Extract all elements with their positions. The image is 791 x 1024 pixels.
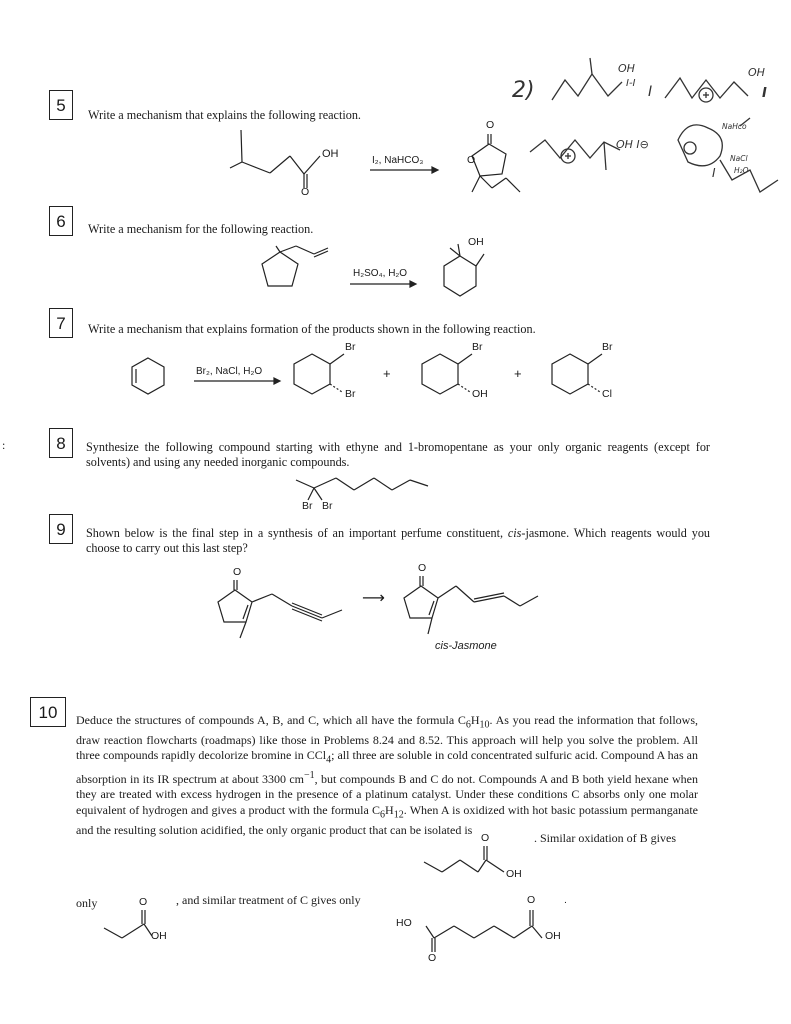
- q8-prompt: Synthesize the following compound starting with ethyne and 1-bromopentane as your only organic reagents (except for solvents) and using any needed inorganic compounds.: [86, 440, 710, 470]
- q9-prompt-em: cis: [507, 526, 522, 540]
- question-number-9: 9: [49, 514, 73, 544]
- hand-oh-2: OH: [748, 66, 765, 79]
- q7-p1-bottom: Br: [345, 388, 356, 400]
- q5-product-o: O: [486, 119, 495, 131]
- q10-text-6: H: [385, 802, 394, 817]
- q10-acid3-o-bottom: O: [428, 952, 437, 964]
- hand-oh-1: OH: [618, 62, 635, 75]
- q10-sub-5: 12: [393, 809, 404, 821]
- q10-acid2-oh: OH: [151, 930, 167, 942]
- q10-acid1-structure: [424, 846, 544, 886]
- q9-prompt-a: Shown below is the final step in a synthesis of an important perfume constituent,: [86, 526, 508, 540]
- q10-sub-3: 4: [326, 754, 332, 766]
- q10-acid3-ho: HO: [396, 917, 412, 929]
- q6-product-structure: [428, 244, 498, 314]
- q10-text-3: . As you read the information that follows, draw reaction flowcharts (roadmaps) like those in Problems 8.24 and 8.52. This approach will help you solve the problem. All three compounds rapidly decolorize bromine in CCl: [76, 713, 698, 763]
- hand-h2o: H₂O: [734, 166, 749, 175]
- q5-product-structure: [450, 132, 530, 212]
- hand-i-2: I: [762, 86, 767, 101]
- q8-target-structure: [296, 474, 456, 514]
- q10-acid3-o-top: O: [527, 894, 536, 906]
- q6-reaction-arrow: [350, 280, 420, 290]
- q9-o-2: O: [418, 562, 427, 574]
- q10-acid3-period: .: [564, 894, 567, 906]
- q5-product-ring-o: O: [467, 154, 476, 166]
- q7-plus-1: +: [383, 366, 391, 381]
- margin-mark: :: [2, 438, 6, 452]
- hand-nacl: NaCl: [730, 154, 748, 163]
- question-number-5: 5: [49, 90, 73, 120]
- question-number-8: 8: [49, 428, 73, 458]
- q7-p3-bottom: Cl: [602, 388, 612, 400]
- q10-only-label: only: [76, 896, 98, 910]
- q7-reactant-cyclohexene: [128, 356, 178, 406]
- q10-acid1-oh: OH: [506, 868, 522, 880]
- q10-sub-4: 6: [380, 809, 386, 821]
- hand-i-3: I: [712, 166, 716, 180]
- q9-prompt: [86, 526, 710, 557]
- q9-product-structure: [400, 576, 550, 646]
- q7-p2-bottom: OH: [472, 388, 488, 400]
- q5-reactant-o: O: [301, 186, 310, 198]
- q10-text-7: . When A is oxidized with hot basic potassium permanganate and the resulting solution acidified, the only organic product that can be isolated is: [76, 802, 699, 837]
- question-number-10: 10: [30, 697, 66, 727]
- q10-c-text: , and similar treatment of C gives only: [176, 893, 361, 907]
- hand-nahco: NaHco: [722, 122, 747, 131]
- q10-acid2-o: O: [139, 896, 148, 908]
- q10-paragraph: [76, 713, 698, 838]
- q10-sub-1: 6: [465, 719, 471, 731]
- q10-text-4: ; all three are soluble in cold concentrated sulfuric acid. Compound A has an absorption in its IR spectrum at about 3300 cm: [76, 748, 699, 786]
- q8-br-2: Br: [322, 500, 333, 512]
- q9-arrow: ⟶: [362, 590, 385, 607]
- hand-i-1: I: [648, 84, 653, 100]
- q10-text-2: H: [470, 713, 480, 727]
- q9-o-1: O: [233, 566, 242, 578]
- q9-product-name: cis-Jasmone: [435, 640, 497, 652]
- q6-reactant-structure: [258, 246, 358, 296]
- q7-prompt: Write a mechanism that explains formation of the products shown in the following reaction.: [88, 322, 536, 336]
- q10-acid1-o: O: [481, 832, 490, 844]
- q10-acid2-structure: [104, 910, 184, 950]
- q10-after-product: . Similar oxidation of B gives: [534, 831, 676, 845]
- q9-reactant-structure: [204, 580, 354, 650]
- hand-item-label: 2): [512, 78, 535, 103]
- question-number-6: 6: [49, 206, 73, 236]
- q6-prompt: Write a mechanism for the following reaction.: [88, 222, 314, 236]
- q8-br-1: Br: [302, 500, 313, 512]
- q10-acid3-oh: OH: [545, 930, 561, 942]
- q7-reagent: Br₂, NaCl, H₂O: [196, 366, 263, 377]
- q5-reactant-oh: OH: [322, 148, 339, 160]
- q10-text-5: , but compounds B and C do not. Compounds A and B both yield hexane when they are treated with excess hydrogen in the presence of a platinum catalyst. Under these conditions C absorbs only one molar equivalent of hydrogen and gives a product with the formula C: [76, 772, 698, 817]
- q7-reaction-arrow: [194, 377, 284, 387]
- q10-sup-1: −1: [304, 770, 315, 781]
- q7-p1-top: Br: [345, 341, 356, 353]
- q7-p3-top: Br: [602, 341, 613, 353]
- question-number-7: 7: [49, 308, 73, 338]
- q6-product-oh: OH: [468, 236, 484, 248]
- q10-sub-2: 10: [479, 719, 490, 731]
- q5-prompt: Write a mechanism that explains the following reaction.: [88, 108, 361, 122]
- q5-reagent: I₂, NaHCO₃: [372, 155, 424, 166]
- q7-plus-2: +: [514, 366, 522, 381]
- q7-p2-top: Br: [472, 341, 483, 353]
- hand-i2-1: I-I: [626, 78, 636, 89]
- q5-reaction-arrow: [370, 166, 440, 176]
- q9-prompt-b: -jasmone. Which reagents would you choose to carry out this last step?: [86, 526, 711, 556]
- q10-text-1: Deduce the structures of compounds A, B, and C, which all have the formula C: [76, 713, 466, 727]
- q6-reagent: H₂SO₄, H₂O: [353, 268, 408, 279]
- hand-oh-i: OH I⊖: [616, 138, 649, 151]
